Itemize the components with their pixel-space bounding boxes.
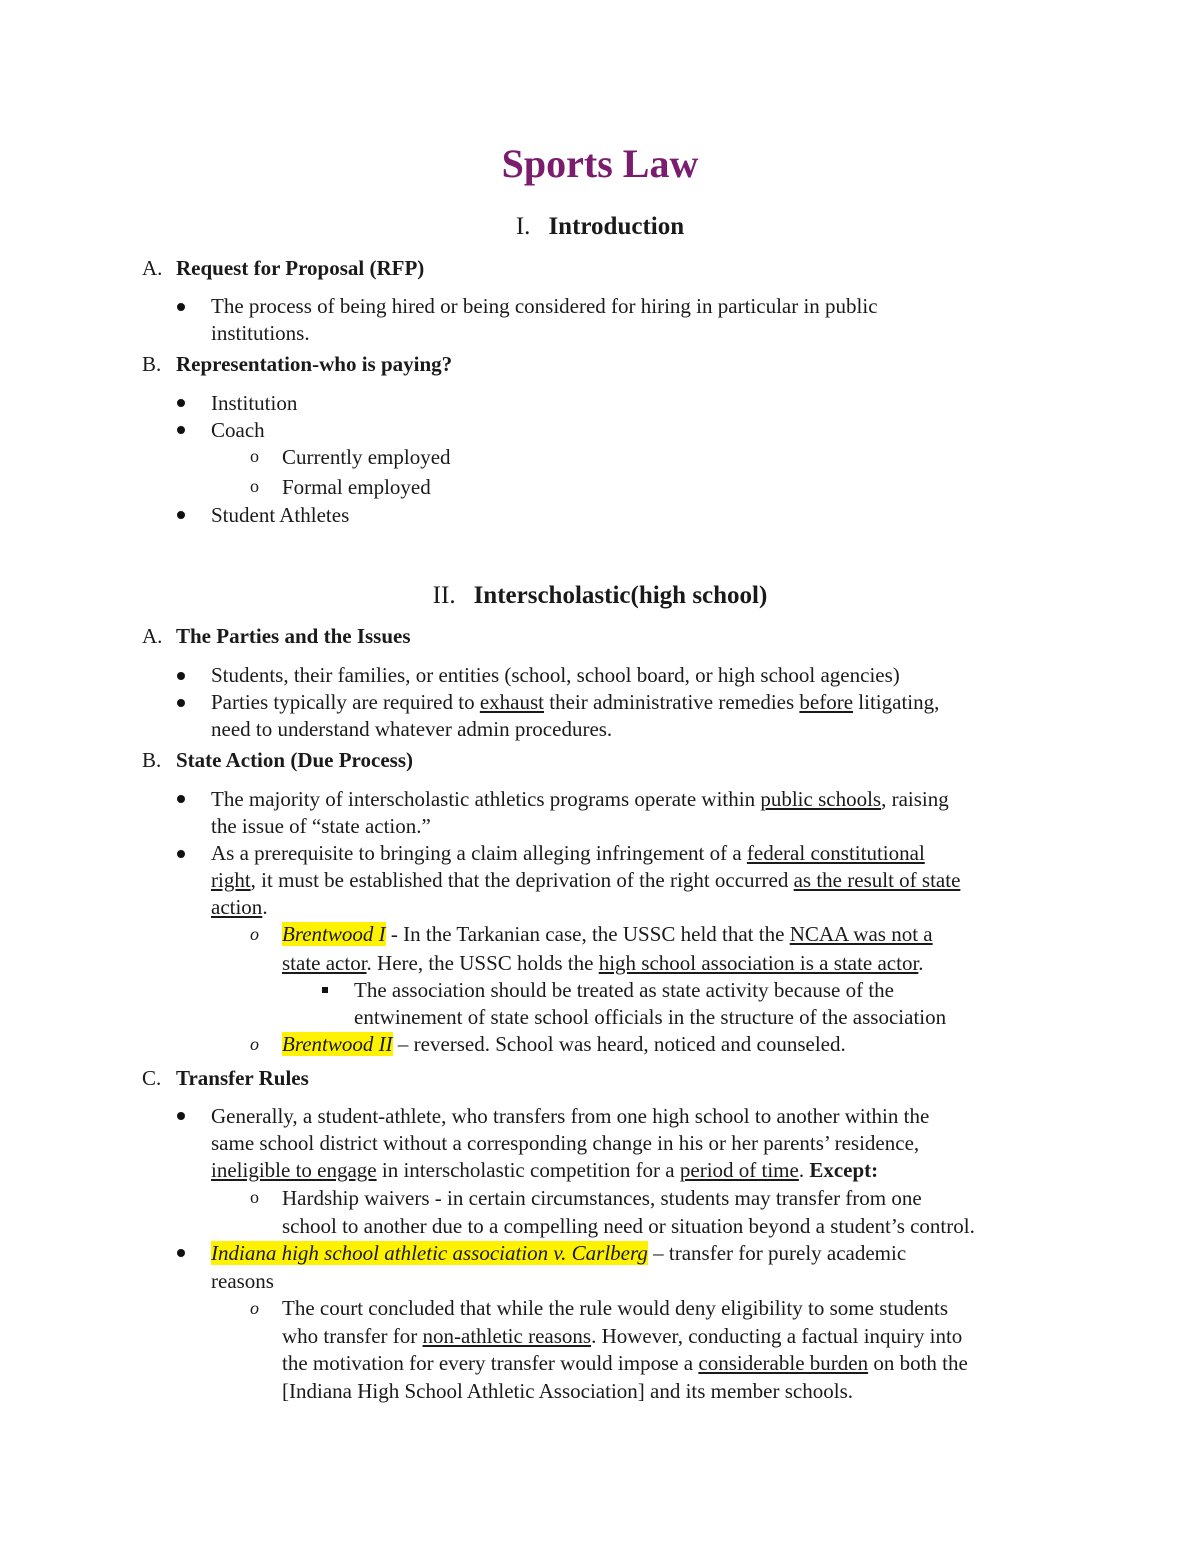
section-number: II. [432,582,456,609]
bullet-o-marker: o [250,476,259,496]
subsection-parties [142,624,411,649]
list-item: Indiana high school athletic association v. Carlberg – transfer for purely academic [211,1241,907,1265]
list-item: The majority of interscholastic athletics programs operate within public schools, raising [211,787,949,811]
list-item-continued: right, it must be established that the deprivation of the right occurred as the result of state [211,868,961,892]
bullet-dot [177,426,185,434]
section-heading: Interscholastic(high school) [473,582,768,609]
list-item: The association should be treated as state activity because of the [354,978,894,1002]
subsection-label: State Action (Due Process) [176,748,413,772]
section-heading: Introduction [548,213,685,240]
list-item: Coach [211,418,265,442]
subsection-label: Request for Proposal (RFP) [176,256,425,280]
bullet-dot [177,795,185,803]
list-item-continued: institutions. [211,321,310,345]
list-item: Institution [211,391,298,415]
bullet-o-marker: o [250,924,259,944]
bullet-o-marker: o [250,1298,259,1318]
list-item-continued: same school district without a corresponding change in his or her parents’ residence, [211,1131,920,1155]
subsection-label: Transfer Rules [176,1066,309,1090]
list-item: Students, their families, or entities (school, school board, or high school agencies) [211,663,900,687]
subsection-letter: C. [142,1066,162,1090]
bullet-dot [177,399,185,407]
list-item: Parties typically are required to exhaust their administrative remedies before litigating, [211,690,940,714]
subsection-state-action [142,748,413,773]
bullet-dot [177,1249,185,1257]
list-item-continued: state actor. Here, the USSC holds the high school association is a state actor. [282,951,924,975]
bullet-o-marker: o [250,1187,259,1207]
bullet-dot [177,850,185,858]
list-item-continued: [Indiana High School Athletic Association] and its member schools. [282,1379,853,1403]
list-item-continued: need to understand whatever admin procedures. [211,717,613,741]
case-highlight: Brentwood II [282,1032,393,1056]
bullet-dot [177,511,185,519]
bullet-square [322,987,328,993]
list-item-continued: ineligible to engage in interscholastic competition for a period of time. Except: [211,1158,879,1182]
subsection-letter: B. [142,352,162,376]
section-number: I. [515,213,531,240]
section-interscholastic [0,582,1200,610]
list-item: The court concluded that while the rule would deny eligibility to some students [282,1296,949,1320]
case-highlight: Brentwood I [282,922,386,946]
list-item-continued: the motivation for every transfer would impose a considerable burden on both the [282,1351,968,1375]
case-highlight: Indiana high school athletic association v. Carlberg [211,1241,648,1265]
list-item-continued: entwinement of state school officials in the structure of the association [354,1005,947,1029]
document-title: Sports Law [501,141,699,186]
bullet-dot [177,1112,185,1120]
subsection-label: The Parties and the Issues [176,624,411,648]
list-item: The process of being hired or being considered for hiring in particular in public [211,294,878,318]
bullet-dot [177,699,185,707]
bullet-dot [177,303,185,311]
list-item-continued: reasons [211,1269,274,1293]
list-item: Currently employed [282,445,451,469]
list-item: Brentwood I - In the Tarkanian case, the USSC held that the NCAA was not a [282,922,933,946]
subsection-representation [142,352,452,377]
section-introduction [0,213,1200,241]
subsection-letter: A. [142,256,163,280]
list-item-continued: action. [211,895,268,919]
list-item: Hardship waivers - in certain circumstances, students may transfer from one [282,1186,922,1210]
subsection-label: Representation-who is paying? [176,352,453,376]
subsection-letter: A. [142,624,163,648]
list-item: Generally, a student-athlete, who transfers from one high school to another within the [211,1104,930,1128]
subsection-rfp [142,256,424,281]
list-item: As a prerequisite to bringing a claim alleging infringement of a federal constitutional [211,841,925,865]
subsection-letter: B. [142,748,162,772]
list-item-continued: the issue of “state action.” [211,814,431,838]
bullet-o-marker: o [250,446,259,466]
list-item: Formal employed [282,475,431,499]
list-item-continued: school to another due to a compelling need or situation beyond a student’s control. [282,1214,975,1238]
bullet-dot [177,672,185,680]
list-item: Brentwood II – reversed. School was heard, noticed and counseled. [282,1032,846,1056]
subsection-transfer-rules [142,1066,309,1091]
bullet-o-marker: o [250,1034,259,1054]
list-item: Student Athletes [211,503,350,527]
list-item-continued: who transfer for non-athletic reasons. However, conducting a factual inquiry into [282,1324,963,1348]
